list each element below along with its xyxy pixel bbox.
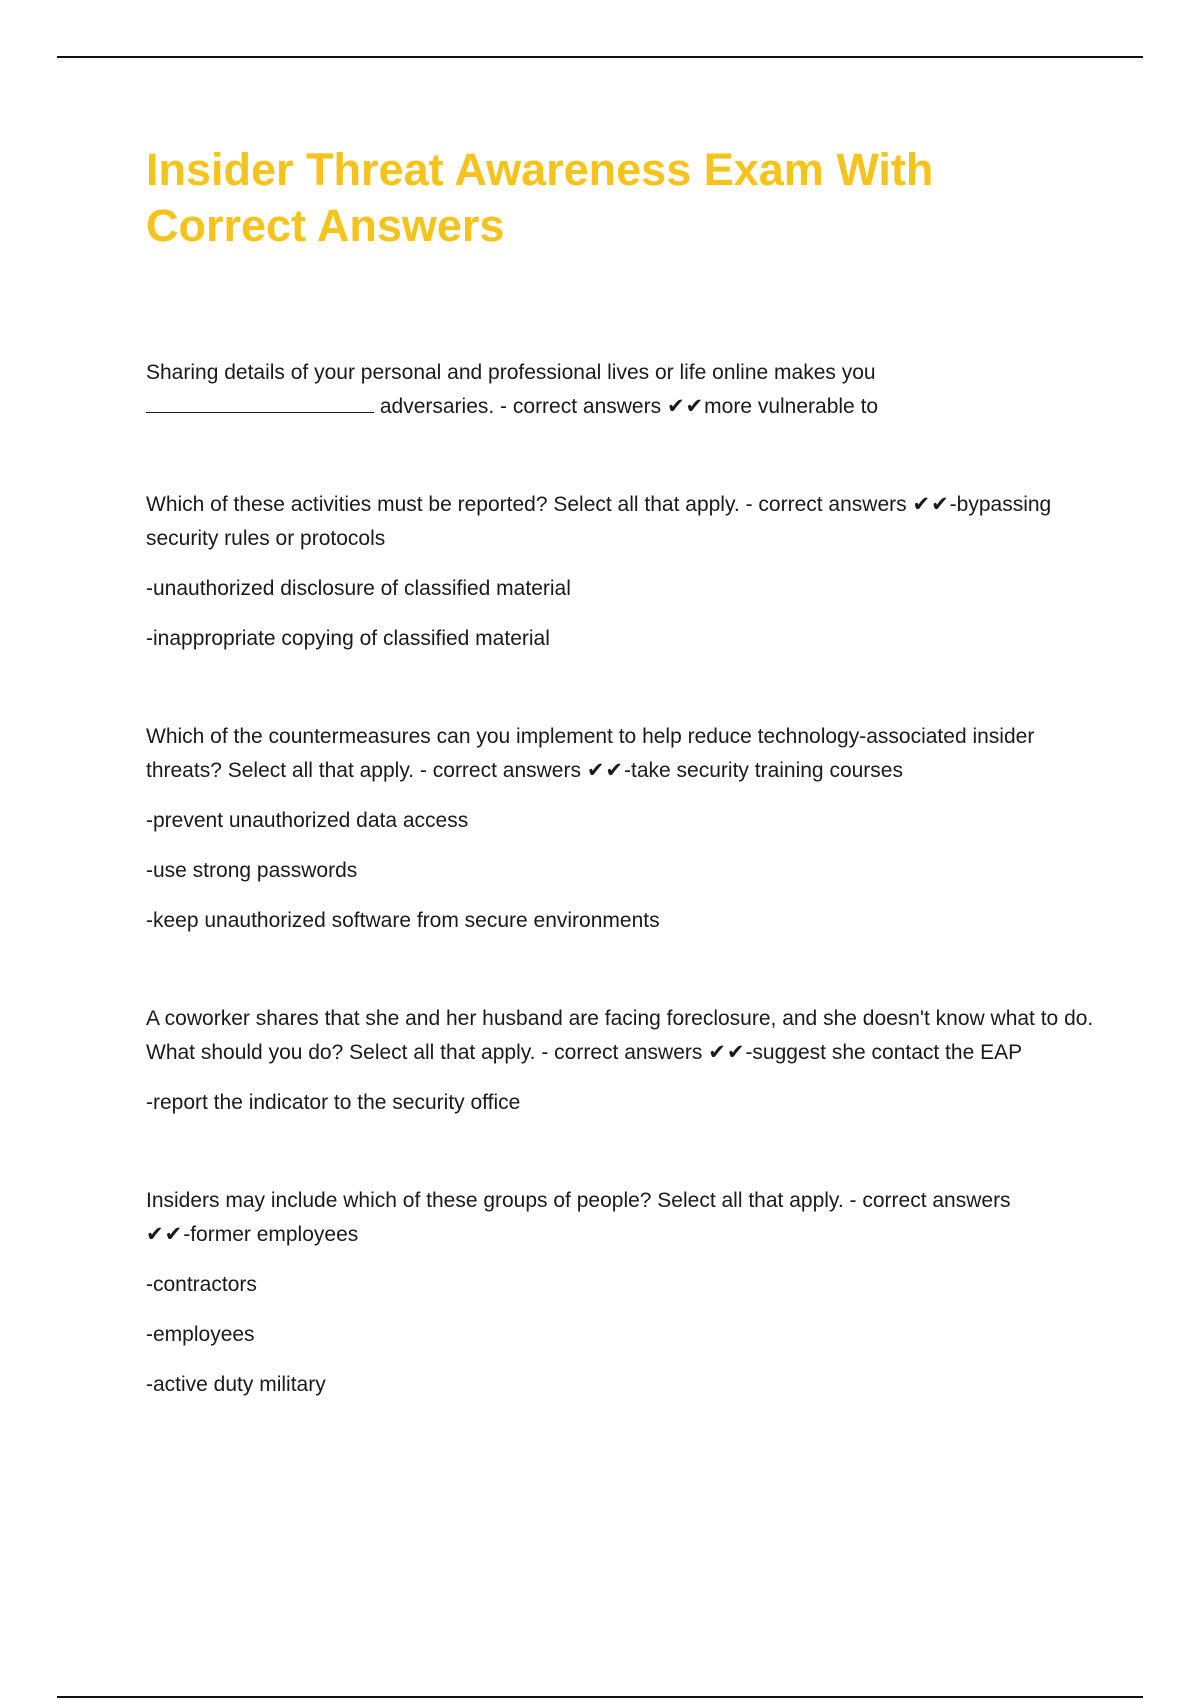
answer-line: -use strong passwords [146,859,358,882]
question-item-3 [146,720,1096,938]
check-mark-icon: ✔✔ [666,395,705,418]
question-text [146,1002,1096,1070]
answer-line: -contractors [146,1273,257,1296]
question-label: Which of the countermeasures can you implement to help reduce technology-associated insider threats? Select all that apply. - correct answers [146,725,1035,782]
answer-text: -take security training courses [624,759,903,782]
check-mark-icon: ✔✔ [146,1223,184,1246]
answer-line: -unauthorized disclosure of classified material [146,577,571,600]
answer-text: -suggest she contact the EAP [745,1041,1023,1064]
question-text [146,488,1096,556]
check-mark-icon: ✔✔ [912,493,950,516]
question-label: Which of these activities must be reported? Select all that apply. - correct answers [146,493,907,516]
question-text [146,1184,1096,1252]
answer-line: -employees [146,1323,255,1346]
question-text [146,720,1096,788]
answer-line: -inappropriate copying of classified material [146,627,550,650]
check-mark-icon: ✔✔ [708,1041,746,1064]
check-mark-icon: ✔✔ [586,759,625,782]
answer-line: -keep unauthorized software from secure environments [146,909,660,932]
question-item-1 [146,356,1096,424]
question-item-5 [146,1184,1096,1402]
header-rule [57,56,1143,58]
answer-line: -active duty military [146,1373,326,1396]
answer-line: -report the indicator to the security office [146,1091,521,1114]
question-label: Insiders may include which of these groups of people? Select all that apply. - correct answers [146,1189,1011,1212]
answer-line: -prevent unauthorized data access [146,809,469,832]
question-label: A coworker shares that she and her husband are facing foreclosure, and she doesn't know what to do. What should you do? Select all that apply. - correct answers [146,1007,1094,1064]
answer-text: more vulnerable to [704,395,879,418]
question-text-part-1: Sharing details of your personal and professional lives or life online makes you [146,361,876,384]
question-item-2 [146,488,1096,656]
question-text [146,356,1096,424]
document-body [146,356,1096,1402]
document-title: Insider Threat Awareness Exam With Correct Answers [146,144,934,251]
fill-in-blank [146,392,374,413]
question-text-part-2: adversaries. - correct answers [379,395,662,418]
answer-text: -former employees [183,1223,359,1246]
question-item-4 [146,1002,1096,1120]
answer-text: -bypassing security rules or protocols [146,493,1052,550]
footer-rule [57,1696,1143,1698]
